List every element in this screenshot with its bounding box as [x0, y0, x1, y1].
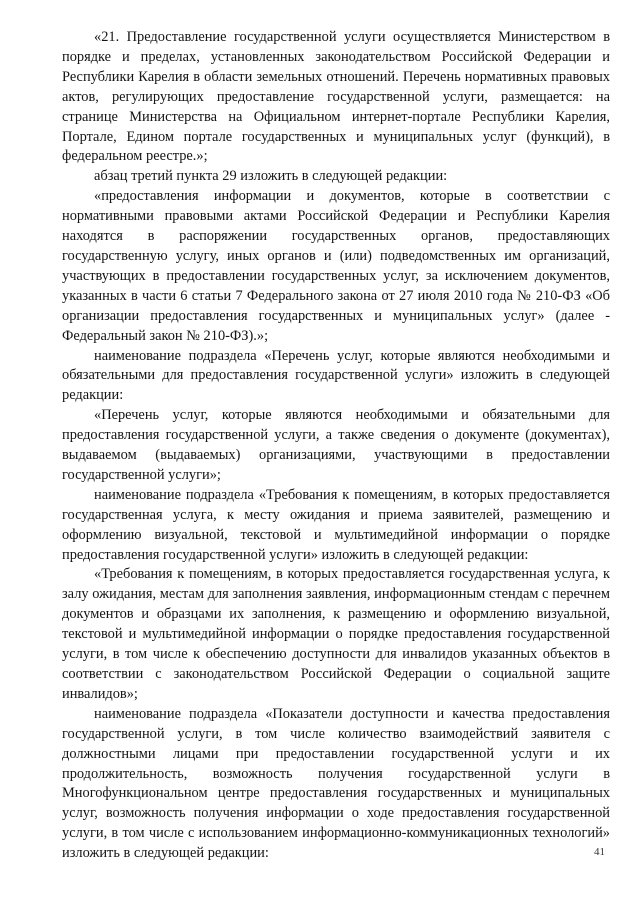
paragraph-information-documents: «предоставления информации и документов, которые в соответствии с нормативными правовыми актами Российской Федерации и Республики Карелия находятся в распоряжении государственных органов, предоставляющих государственную услугу, иных органов и (или) подведомственных им организаций, участвующих в предоставлении государственных услуг, за исключением документов, указанных в части 6 статьи 7 Федерального закона от 27 июля 2010 года № 210-ФЗ «Об организации предоставления государственных и муниципальных услуг» (далее - Федеральный закон № 210-ФЗ).»; — [62, 188, 610, 344]
paragraph-subsection-services-list: наименование подраздела «Перечень услуг, которые являются необходимыми и обязательными для предоставления государственной услуги» изложить в следующей редакции: — [62, 347, 610, 404]
paragraph-amendment-29: абзац третий пункта 29 изложить в следующей редакции: — [94, 168, 448, 185]
page-number: 41 — [594, 846, 605, 858]
paragraph-premises-new: «Требования к помещениям, в которых предоставляется государственная услуга, к залу ожидания, местам для заполнения заявления, информационным стендам с перечнем документов и образцами их заполнения, к размещению и оформлению визуальной, текстовой и мультимедийной информации о порядке предоставления государственной услуги, в том числе к обеспечению доступности для инвалидов указанных объектов в соответствии с законодательством Российской Федерации о социальной защите инвалидов»; — [62, 566, 610, 702]
paragraph-item-21: «21. Предоставление государственной услуги осуществляется Министерством в порядке и пределах, установленных законодательством Российской Федерации и Республики Карелия в области земельных отношений. Перечень нормативных правовых актов, регулирующих предоставление государственной услуги, размещается: на странице Министерства на Официальном интернет-портале Республики Карелия, Портале, Едином портале государственных и муниципальных услуг (функций), в федеральном реестре.»; — [62, 29, 610, 165]
paragraph-services-list-new: «Перечень услуг, которые являются необходимыми и обязательными для предоставления государственной услуги, а также сведения о документе (документах), выдаваемом (выдаваемых) организациями, участвующими в предоставлении государственной услуги»; — [62, 407, 610, 483]
paragraph-subsection-accessibility: наименование подраздела «Показатели доступности и качества предоставления государственной услуги, в том числе количество взаимодействий заявителя с должностными лицами при предоставлении государственной услуги и их продолжительность, возможность получения государственной услуги в Многофункциональном центре предоставления государственных и муниципальных услуг, возможность получения информации о ходе предоставления государственной услуги, в том числе с использованием информационно-коммуникационных технологий» изложить в следующей редакции: — [62, 705, 610, 862]
document-body — [62, 28, 610, 864]
paragraph-subsection-premises: наименование подраздела «Требования к помещениям, в которых предоставляется государственная услуга, к месту ожидания и приема заявителей, размещению и оформлению визуальной, текстовой и мультимедийной информации о порядке предоставления государственной услуги» изложить в следующей редакции: — [62, 486, 610, 563]
